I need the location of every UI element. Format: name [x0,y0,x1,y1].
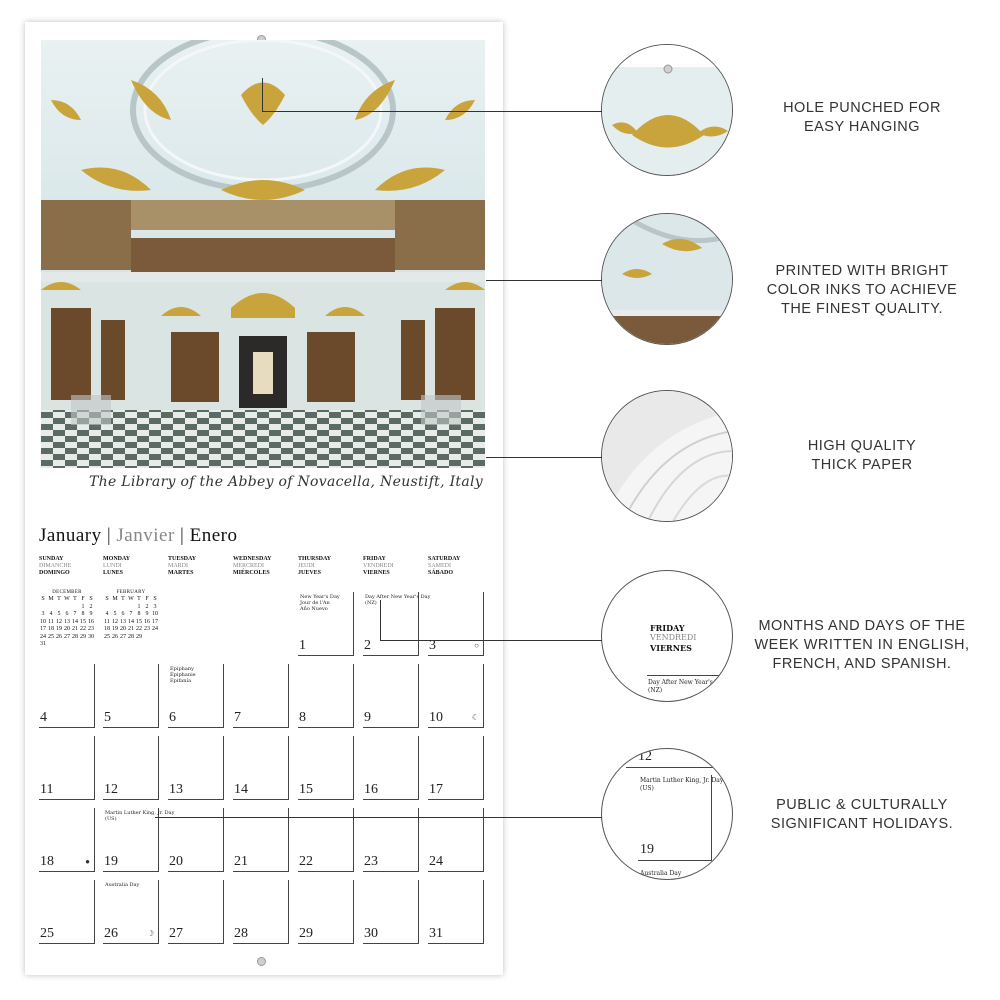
zoom-holiday-cell [638,775,724,861]
day-number: 10 [429,710,443,725]
weekday-name-es: MIÉRCOLES [233,570,270,576]
weekday-tuesday [168,556,232,577]
mini-calendar-day: 9 [145,611,149,617]
day-number: 17 [429,782,443,797]
day-number: 5 [104,710,111,725]
mini-calendar-day: 17 [152,618,158,625]
weekday-thursday [298,556,362,577]
mini-calendar-header-day: F [145,596,149,602]
weekday-name-fr: SAMEDI [428,563,452,569]
day-number: 15 [299,782,313,797]
mini-calendar-day: 7 [73,611,77,617]
mini-calendar-day: 21 [128,626,134,632]
mini-calendar-day: 2 [145,603,149,610]
mini-calendar-day: 13 [64,618,70,625]
weekday-name-fr: MERCREDI [233,563,265,569]
day-number: 12 [104,782,118,797]
zoom-holidays [601,748,733,880]
weekday-name-fr: LUNDI [103,563,122,569]
moon-phase-icon: ○ [474,641,479,650]
mini-calendar-week [39,626,95,634]
day-cell-19[interactable] [103,808,175,872]
day-number: 25 [40,926,54,941]
weekday-name-es: MARTES [168,570,194,576]
leader-hole-vertical [262,78,263,111]
zoom-hole-punch [601,44,733,176]
mini-calendar-day: 16 [88,618,94,625]
day-number: 19 [104,854,118,869]
day-cell-13[interactable] [168,736,224,800]
day-cell-1[interactable] [298,592,354,656]
moon-phase-icon: ☾ [471,713,479,722]
mini-calendar-day: 15 [136,618,142,625]
mini-calendar-day [151,634,159,642]
day-cell-31[interactable] [428,880,484,944]
day-number: 4 [40,710,47,725]
mini-calendar-header-day: T [137,596,141,602]
mini-calendar-day: 15 [80,618,86,625]
weekday-name-en: TUESDAY [168,556,197,562]
mini-calendar-day: 6 [65,611,69,617]
month-english: January [39,525,102,546]
mini-calendar-day: 14 [72,618,78,625]
mini-calendar-header-day: M [112,596,118,602]
moon-phase-icon: ● [85,857,90,866]
mini-calendar-day [103,604,111,612]
mini-calendar-day [47,604,55,612]
day-cell-9[interactable] [363,664,419,728]
day-number: 28 [234,926,248,941]
month-separator: | [106,525,112,546]
mini-calendar-day: 20 [120,626,126,632]
weekday-name-fr: DIMANCHE [39,563,72,569]
mini-calendar-day [63,604,71,612]
weekday-name-es: LUNES [103,570,124,576]
day-cell-16[interactable] [363,736,419,800]
mini-calendar-day: 1 [137,603,141,610]
holiday-label: Epiphany Épiphanie Epifanía [170,666,196,684]
holiday-label: New Year's Day Jour de l'An Año Nuevo [300,594,340,612]
mini-calendar-day: 20 [64,626,70,632]
mini-calendar-day [39,604,47,612]
mini-calendar-day: 14 [128,618,134,625]
mini-calendar-day: 28 [128,633,134,640]
leader-weekday-vertical [380,600,381,640]
mini-calendar-day: 24 [152,626,158,632]
day-number: 30 [364,926,378,941]
zoom-holiday-rule [626,767,726,768]
leader-weekday [380,640,602,641]
leader-ink [486,280,602,281]
mini-calendar-title: FEBRUARY [116,590,146,595]
day-number: 24 [429,854,443,869]
mini-calendar-week [103,611,159,619]
day-number: 20 [169,854,183,869]
mini-calendar-february [103,590,159,641]
mini-calendar-week [103,626,159,634]
mini-calendar-day [55,604,63,612]
mini-calendar-header-day: S [105,596,109,602]
weekday-name-en: SUNDAY [39,556,64,562]
mini-calendar-day [71,641,79,649]
mini-calendar-day: 7 [129,611,133,617]
mini-calendar-day [143,634,151,642]
zoom-weekday-rule [647,675,733,676]
mini-calendar-day [87,641,95,649]
wall-calendar [25,22,503,975]
day-cell-12[interactable] [103,736,159,800]
weekday-friday [363,556,427,577]
mini-calendar-day: 12 [56,618,62,625]
weekday-name-fr: JEUDI [298,563,315,569]
mini-calendar-week [103,604,159,612]
mini-calendar-day: 23 [144,626,150,632]
mini-calendar-day: 9 [89,611,93,617]
day-number: 14 [234,782,248,797]
weekday-name-es: VIERNES [363,570,390,576]
mini-calendar-day [71,604,79,612]
mini-calendar-day: 17 [40,626,46,632]
day-cell-30[interactable] [363,880,419,944]
library-photo [41,40,485,468]
mini-calendar-title: DECEMBER [52,590,82,595]
weekday-name-en: MONDAY [103,556,131,562]
mini-calendar-week [39,634,95,642]
weekday-saturday [428,556,492,577]
weekday-name-en: SATURDAY [428,556,461,562]
day-cell-14[interactable] [233,736,289,800]
mini-calendar-day: 5 [113,611,117,617]
mini-calendar-day: 11 [48,618,54,625]
day-number: 7 [234,710,241,725]
mini-calendar-day [119,604,127,612]
mini-calendar-day: 28 [72,633,78,640]
leader-paper [486,457,602,458]
mini-calendar-day: 8 [81,611,85,617]
day-number: 6 [169,710,176,725]
day-cell-4[interactable] [39,664,95,728]
mini-calendar-day: 2 [89,603,93,610]
mini-calendar-header-day: S [153,596,157,602]
day-cell-25[interactable] [39,880,95,944]
mini-calendar-day: 31 [40,641,46,647]
mini-calendar-day: 8 [137,611,141,617]
day-number: 29 [299,926,313,941]
day-cell-2[interactable] [363,592,431,656]
mini-calendar-december [39,590,95,649]
mini-calendar-day: 5 [57,611,61,617]
mini-calendar-day: 6 [121,611,125,617]
zoom-holiday-prev-num: 12 [638,749,652,764]
mini-calendar-day: 1 [81,603,85,610]
feature-text-4: MONTHS AND DAYS OF THE WEEK WRITTEN IN ENGLISH, FRENCH, AND SPANISH. [754,617,970,672]
hanging-hole-bottom [257,957,266,966]
mini-calendar-day: 4 [105,611,109,617]
mini-calendar-header-day: T [121,596,125,602]
mini-calendar-day: 25 [48,633,54,640]
feature-text-1: HOLE PUNCHED FOR EASY HANGING [783,100,941,135]
mini-calendar-day: 10 [152,611,158,617]
day-number: 23 [364,854,378,869]
mini-calendar-week [103,619,159,627]
holiday-label: Australia Day [105,882,140,888]
mini-calendar-header-day: T [73,596,77,602]
month-title [39,525,237,547]
mini-calendar-day: 19 [56,626,62,632]
mini-calendar-header-day: M [48,596,54,602]
mini-calendar-header-day: S [41,596,45,602]
day-cell-11[interactable] [39,736,95,800]
mini-calendar-day: 27 [120,633,126,640]
mini-calendar-day: 24 [40,633,46,640]
zoom-thick-paper [601,390,733,522]
mini-calendar-day: 22 [80,626,86,632]
day-cell-17[interactable] [428,736,484,800]
weekday-name-es: DOMINGO [39,570,70,576]
day-cell-8[interactable] [298,664,354,728]
day-cell-7[interactable] [233,664,289,728]
feature-text-3: HIGH QUALITY THICK PAPER [807,438,917,473]
weekday-name-fr: VENDREDI [363,563,394,569]
day-cell-3[interactable] [428,592,484,656]
mini-calendar-day: 18 [48,626,54,632]
mini-calendar-day: 16 [144,618,150,625]
mini-calendar-header [103,596,159,604]
day-number: 16 [364,782,378,797]
feature-text-2: PRINTED WITH BRIGHT COLOR INKS TO ACHIEVE THE FINEST QUALITY. [766,262,958,317]
zoom-holiday-next: Australia Day [640,870,682,877]
day-cell-18[interactable] [39,808,95,872]
zoom-weekday-holiday: Day After New Year's Day (NZ) [648,679,727,694]
mini-calendar-week [39,611,95,619]
mini-calendar-day: 29 [80,633,86,640]
day-number: 9 [364,710,371,725]
mini-calendar-day: 11 [104,618,110,625]
leader-holiday [155,817,602,818]
mini-calendar-day [79,641,87,649]
mini-calendar-week [39,604,95,612]
mini-calendar-header [39,596,95,604]
day-number: 22 [299,854,313,869]
day-cell-5[interactable] [103,664,159,728]
weekday-name-en: WEDNESDAY [233,556,272,562]
mini-calendar-day [47,641,55,649]
weekday-name-fr: MARDI [168,563,189,569]
mini-calendar-day [127,604,135,612]
mini-calendar-day: 10 [40,618,46,625]
mini-calendar-day: 18 [104,626,110,632]
mini-calendar-day [63,641,71,649]
photo-caption: The Library of the Abbey of Novacella, Neustift, Italy [89,474,483,490]
mini-calendar-day: 22 [136,626,142,632]
zoom-weekday-fr: VENDREDI [650,633,697,642]
weekday-name-en: FRIDAY [363,556,386,562]
mini-calendar-day: 29 [136,633,142,640]
month-spanish: Enero [189,525,238,546]
day-cell-29[interactable] [298,880,354,944]
zoom-color-inks [601,213,733,345]
mini-calendar-day [55,641,63,649]
mini-calendar-week [39,641,95,649]
feature-text-5: PUBLIC & CULTURALLY SIGNIFICANT HOLIDAYS. [770,797,954,832]
mini-calendar-week [103,634,159,642]
day-number: 31 [429,926,443,941]
mini-calendar-day: 3 [153,603,157,610]
mini-calendar-day: 25 [104,633,110,640]
day-cell-26[interactable] [103,880,159,944]
day-number: 8 [299,710,306,725]
zoom-weekday-names [601,570,733,702]
day-number: 26 [104,926,118,941]
mini-calendar-day: 27 [64,633,70,640]
mini-calendar-header-day: W [128,596,134,602]
mini-calendar-day: 26 [112,633,118,640]
mini-calendar-header-day: S [89,596,93,602]
mini-calendar-header-day: W [64,596,70,602]
zoom-holiday-label: Martin Luther King, Jr. Day (US) [640,777,724,792]
day-number: 27 [169,926,183,941]
day-cell-6[interactable] [168,664,224,728]
mini-calendar-header-day: T [57,596,61,602]
mini-calendar-day: 12 [112,618,118,625]
day-number: 2 [364,638,371,653]
weekday-monday [103,556,167,577]
weekday-name-en: THURSDAY [298,556,332,562]
holiday-label: Martin Luther King, Jr. Day (US) [105,810,175,822]
weekday-name-es: SÁBADO [428,570,454,576]
weekday-wednesday [233,556,297,577]
mini-calendar-day: 23 [88,626,94,632]
mini-calendar-day: 19 [112,626,118,632]
moon-phase-icon: ☽ [146,929,154,938]
zoom-holiday-num: 19 [640,842,654,857]
month-french: Janvier [116,525,175,546]
day-number: 21 [234,854,248,869]
day-number: 3 [429,638,436,653]
mini-calendar-week [39,619,95,627]
holiday-label: Day After New Year's Day (NZ) [365,594,431,606]
day-cell-10[interactable] [428,664,484,728]
month-separator: | [180,525,185,546]
day-number: 11 [40,782,54,797]
day-cell-15[interactable] [298,736,354,800]
mini-calendar-day: 26 [56,633,62,640]
weekday-sunday [39,556,103,577]
day-number: 13 [169,782,183,797]
day-cell-28[interactable] [233,880,289,944]
leader-hole [262,111,602,112]
day-cell-27[interactable] [168,880,224,944]
day-number: 1 [299,638,306,653]
mini-calendar-day: 13 [120,618,126,625]
mini-calendar-day: 4 [49,611,53,617]
zoom-weekday-es: VIERNES [650,643,692,653]
day-number: 18 [40,854,54,869]
mini-calendar-day: 30 [88,633,94,640]
mini-calendar-day [111,604,119,612]
weekday-name-es: JUEVES [298,570,322,576]
zoom-weekday-en: FRIDAY [650,623,685,633]
mini-calendar-day: 3 [41,611,45,617]
mini-calendar-header-day: F [81,596,85,602]
mini-calendar-day: 21 [72,626,78,632]
